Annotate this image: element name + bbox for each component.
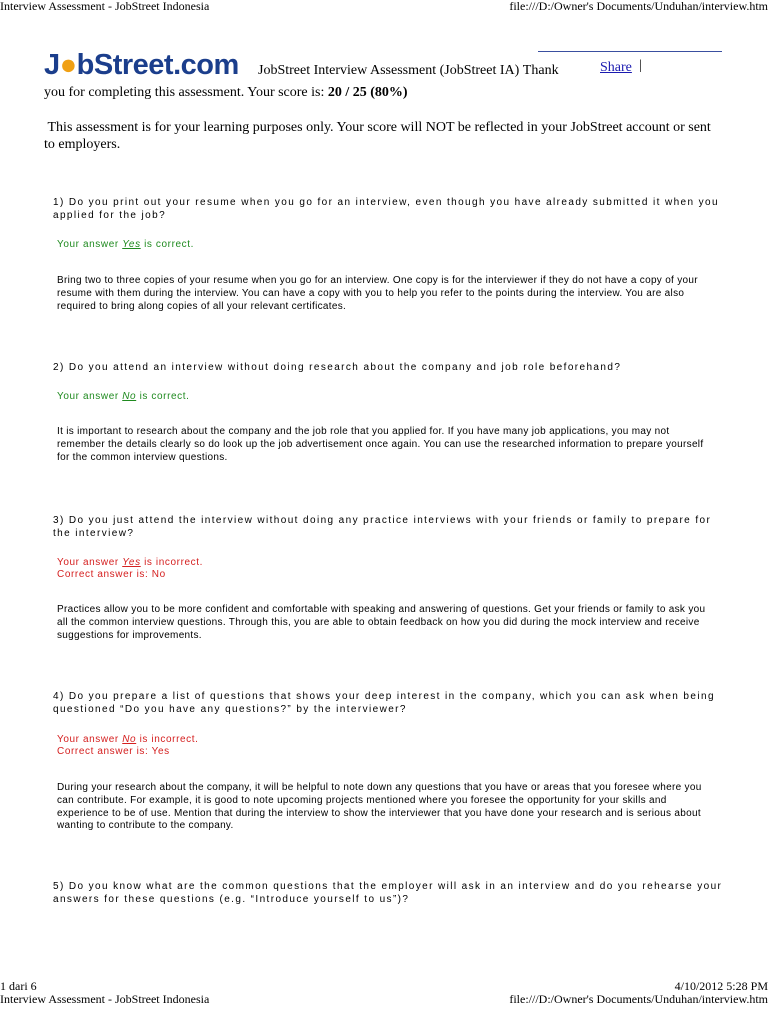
correct-answer-4-value: Yes	[151, 746, 170, 757]
question-5: 5) Do you know what are the common questions that the employer will ask in an interview and do you rehearse your answers for these questions (e.g. “Introduce yourself to us”)?	[53, 881, 723, 905]
question-4: 4) Do you prepare a list of questions that shows your deep interest in the company, which you can ask when being questioned “Do you have any questions?” by the interviewer?	[53, 691, 715, 715]
explanation-1: Bring two to three copies of your resume when you go for an interview. One copy is for the interviewer if they do not have a copy of your resume with them during the interview. You can have a copy with you to help you refer to the points during the interview. You are also required to bring along copies of all your relevant certificates.	[57, 275, 698, 312]
score-line: you for completing this assessment. Your score is: 20 / 25 (80%)	[44, 85, 408, 100]
explanation-4: During your research about the company, it will be helpful to note down any questions that you have or areas that you foresee where you can contribute. For example, it is good to note upcoming projects mentioned where you foresee the opportunity for your skills and experience to be of use. Mention that during the interview to show the interviewer that you have done your research and is serious about wanting to contribute to the company.	[57, 782, 702, 832]
share-link[interactable]: Share	[600, 60, 632, 75]
correct-answer-3-value: No	[151, 569, 166, 580]
assessment-notice: This assessment is for your learning purposes only. Your score will NOT be reflected in your JobStreet account or sent to employers.	[44, 120, 711, 152]
thank-text-start: Thank	[522, 63, 559, 78]
answer-1: Your answer Yes is correct.	[57, 239, 195, 250]
correct-answer-4-label: Correct answer is:	[57, 746, 149, 757]
print-file-path-footer: file:///D:/Owner's Documents/Unduhan/interview.htm	[509, 992, 768, 1006]
logo-dot-icon: ●	[59, 49, 77, 81]
logo-letter-j: J	[44, 49, 60, 81]
answer-2-value: No	[122, 391, 137, 402]
logo-wordmark: bStreet	[76, 49, 174, 81]
question-2: 2) Do you attend an interview without doing research about the company and job role beforehand?	[53, 362, 622, 373]
question-1: 1) Do you print out your resume when you go for an interview, even though you have already submitted it when you applied for the job?	[53, 197, 719, 221]
share-separator: |	[639, 58, 642, 73]
top-divider	[538, 51, 722, 52]
print-file-path: file:///D:/Owner's Documents/Unduhan/interview.htm	[509, 0, 768, 13]
logo-domain: .com	[173, 49, 239, 81]
page-title: JobStreet Interview Assessment (JobStreet IA) Thank	[258, 63, 559, 78]
explanation-3: Practices allow you to be more confident and comfortable with speaking and answering of questions. Get your friends or family to ask you all the common interview questions. Through this, you are able to obtain feedback on how you did during the mock interview and receive suggestions for improvements.	[57, 604, 706, 641]
jobstreet-logo[interactable]	[44, 50, 239, 80]
print-page-title: Interview Assessment - JobStreet Indonesia	[0, 0, 210, 13]
answer-4-value: No	[122, 734, 137, 745]
answer-1-value: Yes	[122, 239, 141, 250]
print-page-title-footer: Interview Assessment - JobStreet Indonesia	[0, 992, 210, 1006]
correct-answer-3-label: Correct answer is:	[57, 569, 149, 580]
print-page-count: 1 dari 6	[0, 979, 37, 993]
score-value: 20 / 25 (80%)	[327, 85, 408, 100]
answer-3-value: Yes	[122, 557, 141, 568]
answer-3: Your answer Yes is incorrect. Correct answer is: No	[57, 557, 204, 580]
explanation-2: It is important to research about the company and the job role that you applied for. If you have many job applications, you may not remember the details clearly so do look up the job advertisement once again. You can use the researched information to prepare yourself for the common interview questions.	[57, 426, 704, 463]
print-datetime: 4/10/2012 5:28 PM	[674, 979, 768, 993]
answer-4: Your answer No is incorrect. Correct answer is: Yes	[57, 734, 199, 757]
answer-2: Your answer No is correct.	[57, 391, 190, 402]
question-3: 3) Do you just attend the interview without doing any practice interviews with your friends or family to prepare for the interview?	[53, 515, 712, 539]
